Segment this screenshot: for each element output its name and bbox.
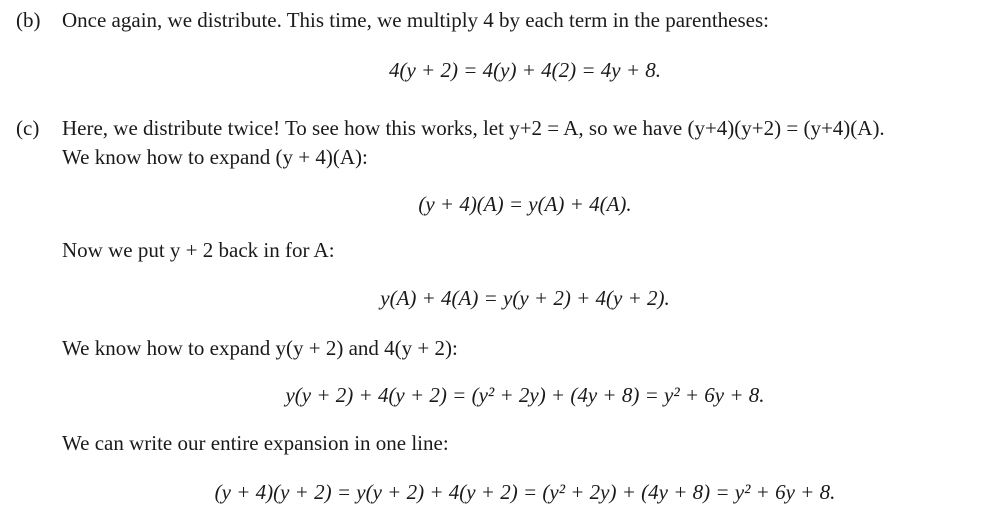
part-c-equation-3: y(y + 2) + 4(y + 2) = (y² + 2y) + (4y + 8) = y² + 6y + 8. <box>285 383 765 407</box>
part-b-text: Once again, we distribute. This time, we multiply 4 by each term in the parentheses: <box>62 8 770 32</box>
part-c-equation-1: (y + 4)(A) = y(A) + 4(A). <box>418 192 632 216</box>
part-c-text-4: We can write our entire expansion in one line: <box>62 431 449 455</box>
part-c-equation-4: (y + 4)(y + 2) = y(y + 2) + 4(y + 2) = (y² + 2y) + (4y + 8) = y² + 6y + 8. <box>214 480 836 504</box>
part-c-label: (c) <box>16 116 40 140</box>
part-c-intro-line1: Here, we distribute twice! To see how this works, let y+2 = A, so we have (y+4)(y+2) = (y+4)(A). <box>62 116 885 140</box>
part-b-label: (b) <box>16 8 41 32</box>
part-b-equation: 4(y + 2) = 4(y) + 4(2) = 4y + 8. <box>388 58 662 82</box>
part-c-text-2: Now we put y + 2 back in for A: <box>62 238 335 262</box>
part-c-equation-2: y(A) + 4(A) = y(y + 2) + 4(y + 2). <box>380 286 670 310</box>
part-c-intro-line2: We know how to expand (y + 4)(A): <box>62 145 368 169</box>
part-c-text-3: We know how to expand y(y + 2) and 4(y + 2): <box>62 336 458 360</box>
